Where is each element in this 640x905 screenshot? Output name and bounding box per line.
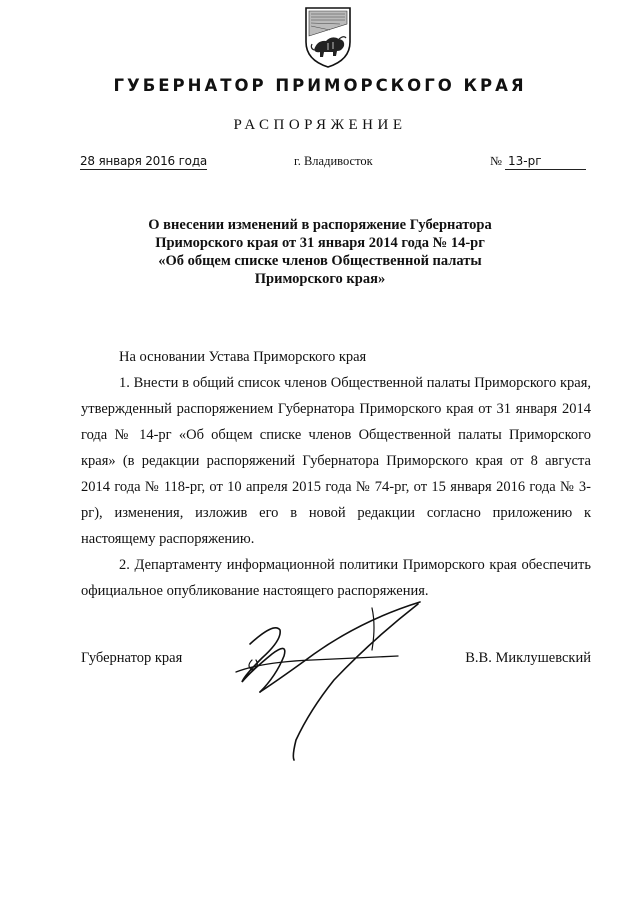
document-city: г. Владивосток: [294, 154, 373, 168]
document-number-label: №: [490, 154, 502, 168]
issuing-authority: ГУБЕРНАТОР ПРИМОРСКОГО КРАЯ: [113, 76, 527, 95]
paragraph-1: 1. Внести в общий список членов Общественной палаты Приморского края, утвержденный распоряжением Губернатора Приморского края от 31 января 2014 года № 14-рг «Об общем списке членов Общественной палаты Приморского края» (в редакции распоряжений Губернатора Приморского края от 8 августа 2014 года № 118-рг, от 10 апреля 2015 года № 74-рг, от 15 января 2016 года № 3-рг), изменения, изложив его в новой редакции согласно приложению к настоящему распоряжению.: [81, 375, 591, 547]
subject-line: О внесении изменений в распоряжение Губернатора: [148, 217, 492, 233]
paragraph-2: 2. Департаменту информационной политики Приморского края обеспечить официальное опубликование настоящего распоряжения.: [81, 557, 591, 599]
document-number: 13-рг: [505, 154, 586, 170]
signatory-name: В.В. Миклушевский: [465, 650, 591, 666]
subject-line: «Об общем списке членов Общественной палаты: [158, 253, 482, 269]
coat-of-arms-icon: [300, 4, 356, 70]
handwritten-signature-icon: [222, 600, 432, 770]
document-subject: [100, 216, 540, 288]
signatory-position: Губернатор края: [81, 650, 183, 666]
document-date: 28 января 2016 года: [80, 154, 208, 168]
document-type: РАСПОРЯЖЕНИЕ: [233, 117, 407, 133]
document-meta-line: [0, 152, 640, 174]
legal-basis: На основании Устава Приморского края: [119, 349, 367, 365]
subject-line: Приморского края»: [254, 271, 386, 287]
document-body: [81, 344, 591, 604]
subject-line: Приморского края от 31 января 2014 года № 14-рг: [155, 235, 485, 251]
